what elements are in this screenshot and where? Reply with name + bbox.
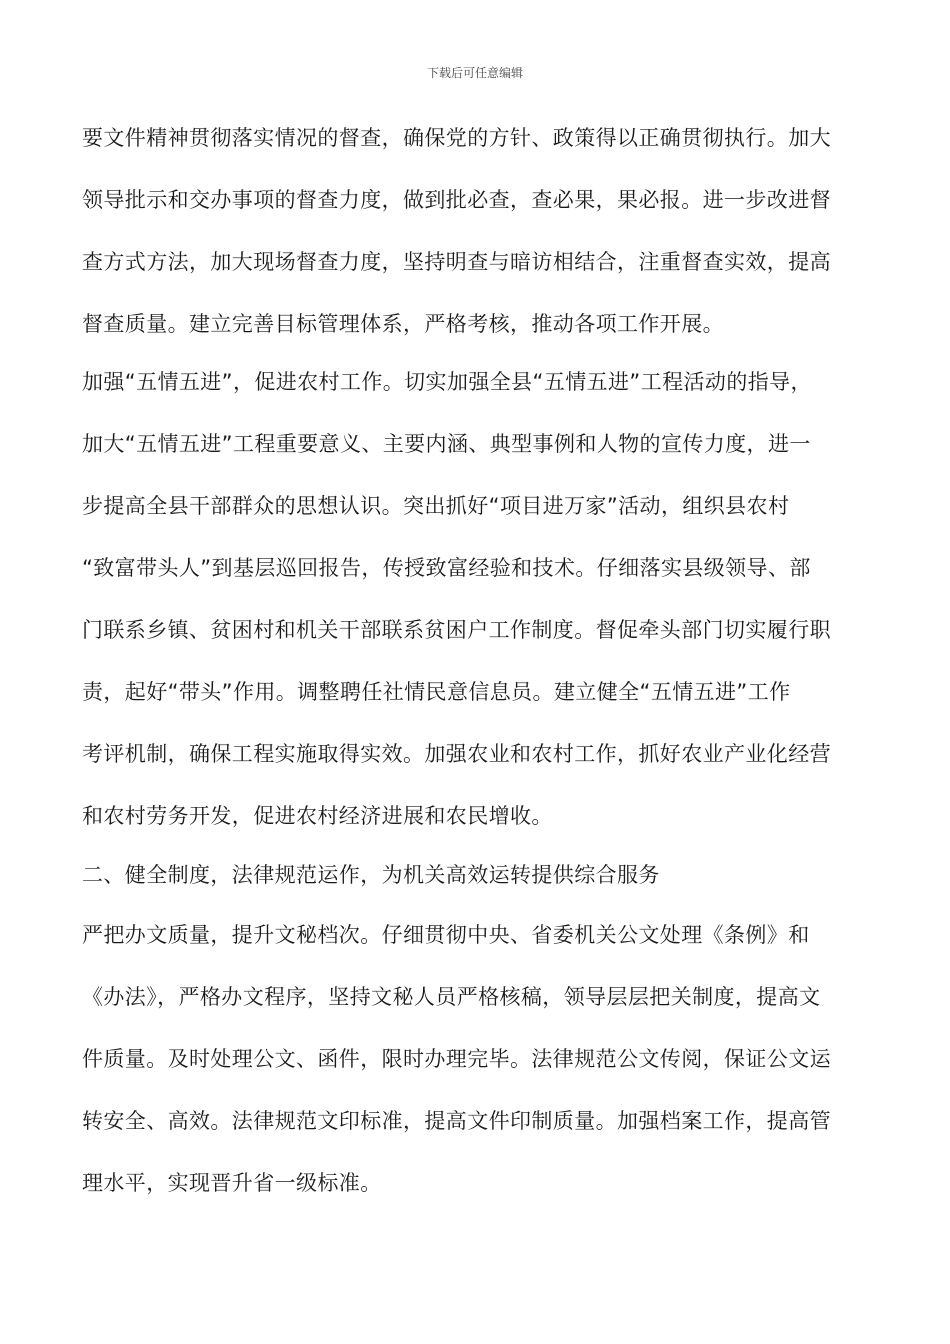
text-line: 和农村劳务开发，促进农村经济进展和农民增收。 [82,804,553,828]
text-line: 领导批示和交办事项的督查力度，做到批必查，查必果，果必报。进一步改进督 [82,188,831,212]
section-heading: 二、健全制度，法律规范运作，为机关高效运转提供综合服务 [82,863,660,887]
text-line: 加大“五情五进”工程重要意义、主要内涵、典型事例和人物的宣传力度，进一 [82,432,811,456]
text-line: 要文件精神贯彻落实情况的督查，确保党的方针、政策得以正确贯彻执行。加大 [82,126,831,150]
text-line: 门联系乡镇、贫困村和机关干部联系贫困户工作制度。督促牵头部门切实履行职 [82,618,831,642]
text-line: 考评机制，确保工程实施取得实效。加强农业和农村工作，抓好农业产业化经营 [82,742,831,766]
section-heading: 加强“五情五进”，促进农村工作。切实加强全县“五情五进”工程活动的指导， [82,370,812,394]
text-line: 转安全、高效。法律规范文印标准，提高文件印制质量。加强档案工作，提高管 [82,1109,831,1133]
text-line: 步提高全县干部群众的思想认识。突出抓好“项目进万家”活动，组织县农村 [82,494,790,518]
text-line: “致富带头人”到基层巡回报告，传授致富经验和技术。仔细落实县级领导、部 [82,556,811,580]
text-line: 《办法》，严格办文程序，坚持文秘人员严格核稿，领导层层把关制度，提高文 [82,985,821,1009]
text-line: 件质量。及时处理公文、函件，限时办理完毕。法律规范公文传阅，保证公文运 [82,1047,831,1071]
text-line: 查方式方法，加大现场督查力度，坚持明查与暗访相结合，注重督查实效，提高 [82,250,831,274]
text-line: 督查质量。建立完善目标管理体系，严格考核，推动各项工作开展。 [82,312,724,336]
text-line: 责，起好“带头”作用。调整聘任社情民意信息员。建立健全“五情五进”工作 [82,680,791,704]
header-note: 下载后可任意编辑 [426,66,523,80]
text-line: 严把办文质量，提升文秘档次。仔细贯彻中央、省委机关公文处理《条例》和 [82,923,810,947]
text-line: 理水平，实现晋升省一级标准。 [82,1171,382,1195]
